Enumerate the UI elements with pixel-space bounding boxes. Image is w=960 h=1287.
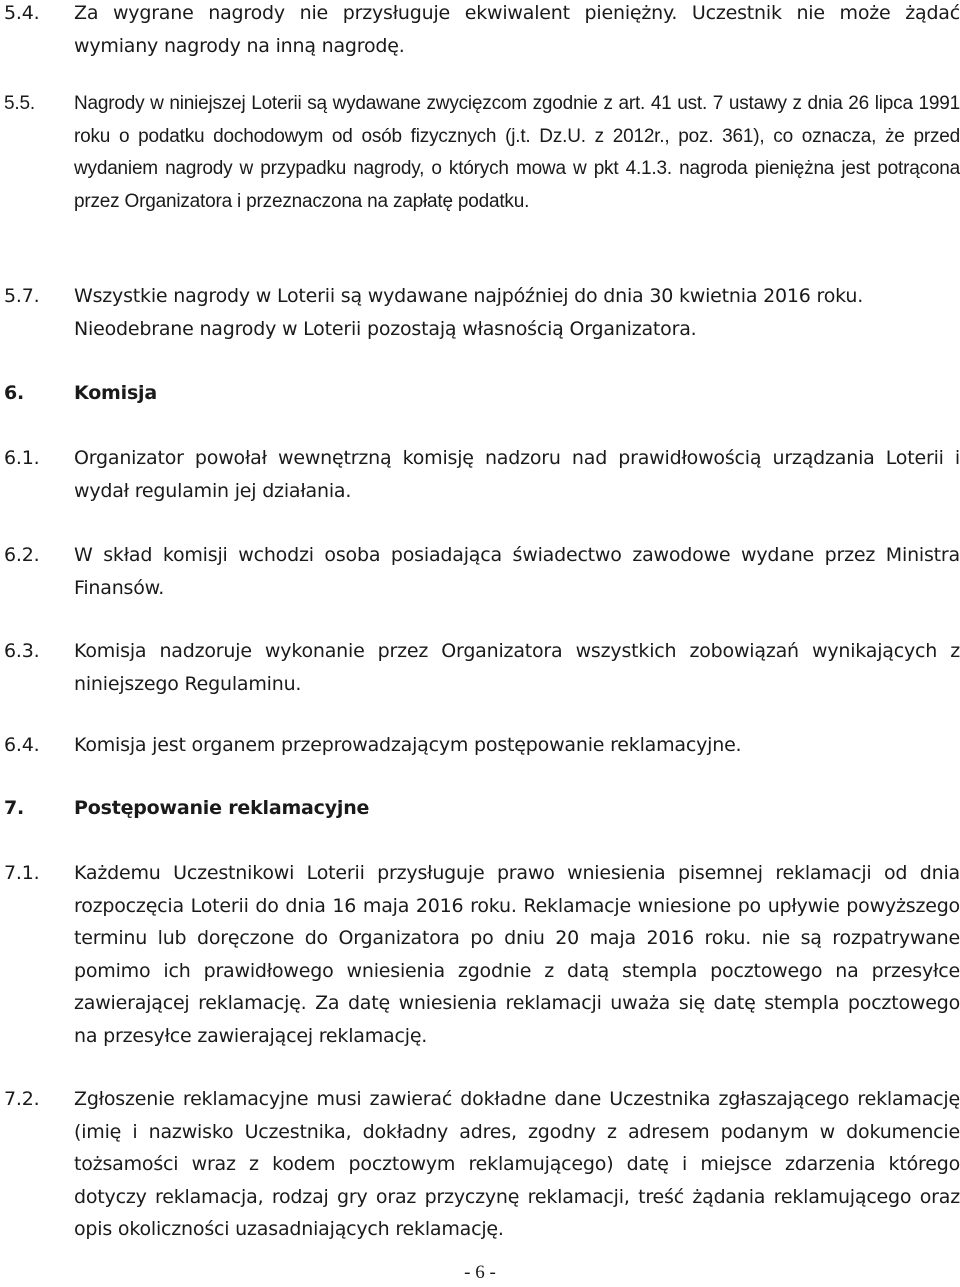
section-text: Za wygrane nagrody nie przysługuje ekwiwalent pieniężny. Uczestnik nie może żądać wymiany nagrody na inną nagrodę. <box>74 2 960 57</box>
section-6-2 <box>0 539 960 604</box>
heading-komisja <box>0 377 960 410</box>
section-number: 5.5. <box>4 93 35 114</box>
section-text: Nagrody w niniejszej Loterii są wydawane zwycięzcom zgodnie z art. 41 ust. 7 ustawy z dnia 26 lipca 1991 roku o podatku dochodowym od osób fizycznych (j.t. Dz.U. z 2012r., poz. 361), co oznacza, że przed wydaniem nagrody w przypadku nagrody, o których mowa w pkt 4.1.3. nagroda pieniężna jest potrącona przez Organizatora i przeznaczona na zapłatę podatku. <box>74 93 960 212</box>
section-text: W skład komisji wchodzi osoba posiadająca świadectwo zawodowe wydane przez Ministra Finansów. <box>74 544 960 599</box>
section-6-4 <box>0 729 960 762</box>
section-text: Komisja jest organem przeprowadzającym postępowanie reklamacyjne. <box>74 734 742 756</box>
section-number: 5.7. <box>4 285 40 307</box>
section-number: 7.2. <box>4 1088 40 1110</box>
section-7-1 <box>0 857 960 1052</box>
section-7-2 <box>0 1083 960 1246</box>
section-number: 6.3. <box>4 640 40 662</box>
section-number: 6.1. <box>4 447 40 469</box>
section-number: 7.1. <box>4 862 40 884</box>
heading-number: 7. <box>4 797 25 819</box>
section-6-1 <box>0 442 960 507</box>
heading-text: Postępowanie reklamacyjne <box>74 797 370 819</box>
heading-text: Komisja <box>74 382 157 404</box>
page-number: - 6 - <box>464 1262 496 1283</box>
section-5-5 <box>0 88 960 218</box>
section-text: Zgłoszenie reklamacyjne musi zawierać dokładne dane Uczestnika zgłaszającego reklamację (imię i nazwisko Uczestnika, dokładny adres, zgodny z adresem podanym w dokumencie tożsamości wraz z kodem pocztowym reklamującego) datę i miejsce zdarzenia którego dotyczy reklamacja, rodzaj gry oraz przyczynę reklamacji, treść żądania reklamującego oraz opis okoliczności uzasadniających reklamację. <box>74 1088 960 1240</box>
section-5-7 <box>0 280 960 345</box>
section-5-4 <box>0 0 960 62</box>
section-number: 5.4. <box>4 2 40 24</box>
section-text: Komisja nadzoruje wykonanie przez Organizatora wszystkich zobowiązań wynikających z niniejszego Regulaminu. <box>74 640 960 695</box>
section-text: Organizator powołał wewnętrzną komisję nadzoru nad prawidłowością urządzania Loterii i wydał regulamin jej działania. <box>74 447 960 502</box>
heading-number: 6. <box>4 382 25 404</box>
section-6-3 <box>0 635 960 700</box>
section-text: Każdemu Uczestnikowi Loterii przysługuje prawo wniesienia pisemnej reklamacji od dnia rozpoczęcia Loterii do dnia 16 maja 2016 roku. Reklamacje wniesione po upływie powyższego terminu lub doręczone do Organizatora po dniu 20 maja 2016 roku. nie są rozpatrywane pomimo ich prawidłowego wniesienia zgodnie z datą stempla pocztowego na przesyłce zawierającej reklamację. Za datę wniesienia reklamacji uważa się datę stempla pocztowego na przesyłce zawierającej reklamację. <box>74 862 960 1047</box>
section-number: 6.4. <box>4 734 40 756</box>
section-number: 6.2. <box>4 544 40 566</box>
heading-postepowanie <box>0 792 960 825</box>
section-text: Wszystkie nagrody w Loterii są wydawane najpóźniej do dnia 30 kwietnia 2016 roku. Nieodebrane nagrody w Loterii pozostają własnością Organizatora. <box>74 285 864 340</box>
